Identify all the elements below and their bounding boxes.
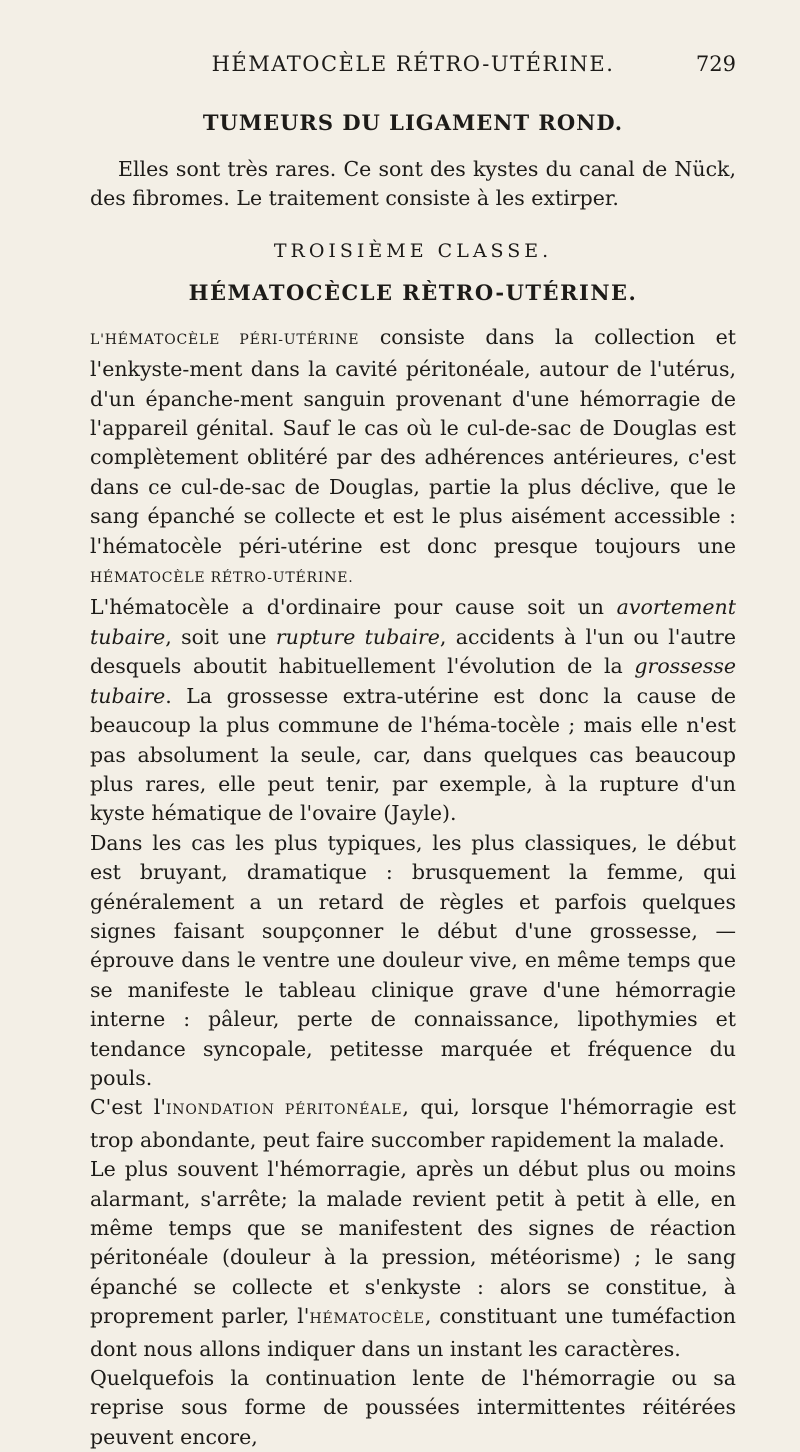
paragraph-1 (90, 323, 736, 594)
chapter-heading: HÉMATOCÈCLE RÈTRO-UTÉRINE. (188, 279, 638, 305)
paragraph-2-text-b: , soit une (165, 624, 276, 649)
paragraph-3: Dans les cas les plus typiques, les plus classiques, le début est bruyant, dramatique : brusquement la femme, qui généralement a un retard de règles et parfois quelques signes faisant soupçonner le début d'une grossesse, — éprouve dans le ventre une douleur vive, en même temps que se manifeste le tableau clinique grave d'une hémorragie interne : pâleur, perte de connaissance, lipothymies et tendance syncopale, petitesse marquée et fréquence du pouls. (90, 830, 736, 1090)
paragraph-4 (90, 1093, 736, 1155)
section-title-tumeurs: TUMEURS DU LIGAMENT ROND. (202, 110, 624, 135)
paragraph-2-em-1: avortement tubaire (90, 595, 736, 649)
paragraph-1-body: consiste dans la collection et l'enkyste-ment dans la cavité péritonéale, autour de l'utérus, d'un épanche-ment sanguin provenant d'une hémorragie de l'appareil génital. Sauf le cas où le cul-de-sac de Douglas est complètement oblitéré par des adhérences antérieures, c'est dans ce cul-de-sac de Douglas, partie la plus déclive, que le sang épanché se collecte et est le plus aisément accessible : l'hématocèle péri-utérine est donc presque toujours une (90, 324, 736, 558)
paragraph-4-sc: INONDATION PÉRITONÉALE (165, 1102, 403, 1119)
paragraph-5-text-a: Le plus souvent l'hémorragie, après un début plus ou moins alarmant, s'arrête; la malade revient petit à petit à elle, en même temps que se manifestent des signes de réaction péritonéale (douleur à la pression, météorisme) ; le sang épanché se collecte et s'enkyste : alors se constitue, à proprement parler, l' (90, 1157, 736, 1329)
paragraph-tumeurs: Elles sont très rares. Ce sont des kystes du canal de Nück, des fibromes. Le traitement consiste à les extirper. (90, 157, 736, 211)
paragraph-4-text-a: C'est l' (90, 1095, 166, 1120)
page-number: 729 (695, 52, 736, 76)
paragraph-2-em-2: rupture tubaire (275, 624, 440, 649)
paragraph-6: Quelquefois la continuation lente de l'hémorragie ou sa reprise sous forme de poussées intermittentes réitérées peuvent encore, (90, 1366, 736, 1449)
paragraph-2-text-a: L'hématocèle a d'ordinaire pour cause soit un (90, 595, 617, 620)
running-title: HÉMATOCÈLE RÉTRO-UTÉRINE. (211, 52, 615, 76)
class-heading: TROISIÈME CLASSE. (273, 239, 553, 262)
paragraph-2-text-d: . La grossesse extra-utérine est donc la cause de beaucoup la plus commune de l'héma-tocèle ; mais elle n'est pas absolument la seule, car, dans quelques cas beaucoup plus rares, elle peut tenir, par exemple, à la rupture d'un kyste hématique de l'ovaire (Jayle). (90, 683, 736, 826)
running-head (90, 40, 736, 88)
paragraph-2-text-c: , accidents à l'un ou l'autre desquels aboutit habituellement l'évolution de la (90, 624, 736, 679)
paragraph-2-em-3: grossesse tubaire (90, 654, 736, 708)
paragraph-1-tail: HÉMATOCÈLE RÉTRO-UTÉRINE. (90, 570, 354, 587)
paragraph-5-text-b: , constituant une tuméfaction dont nous allons indiquer dans un instant les caractères. (90, 1304, 736, 1361)
paragraph-4-text-b: , qui, lorsque l'hémorragie est trop abondante, peut faire succomber rapidement la malade. (90, 1095, 736, 1152)
paragraph-5 (90, 1155, 736, 1364)
paragraph-5-sc: HÉMATOCÈLE (309, 1311, 425, 1328)
paragraph-1-lead: L'HÉMATOCÈLE PÉRI-UTÉRINE (90, 331, 360, 348)
book-page (90, 40, 736, 1452)
paragraph-2 (90, 593, 736, 828)
